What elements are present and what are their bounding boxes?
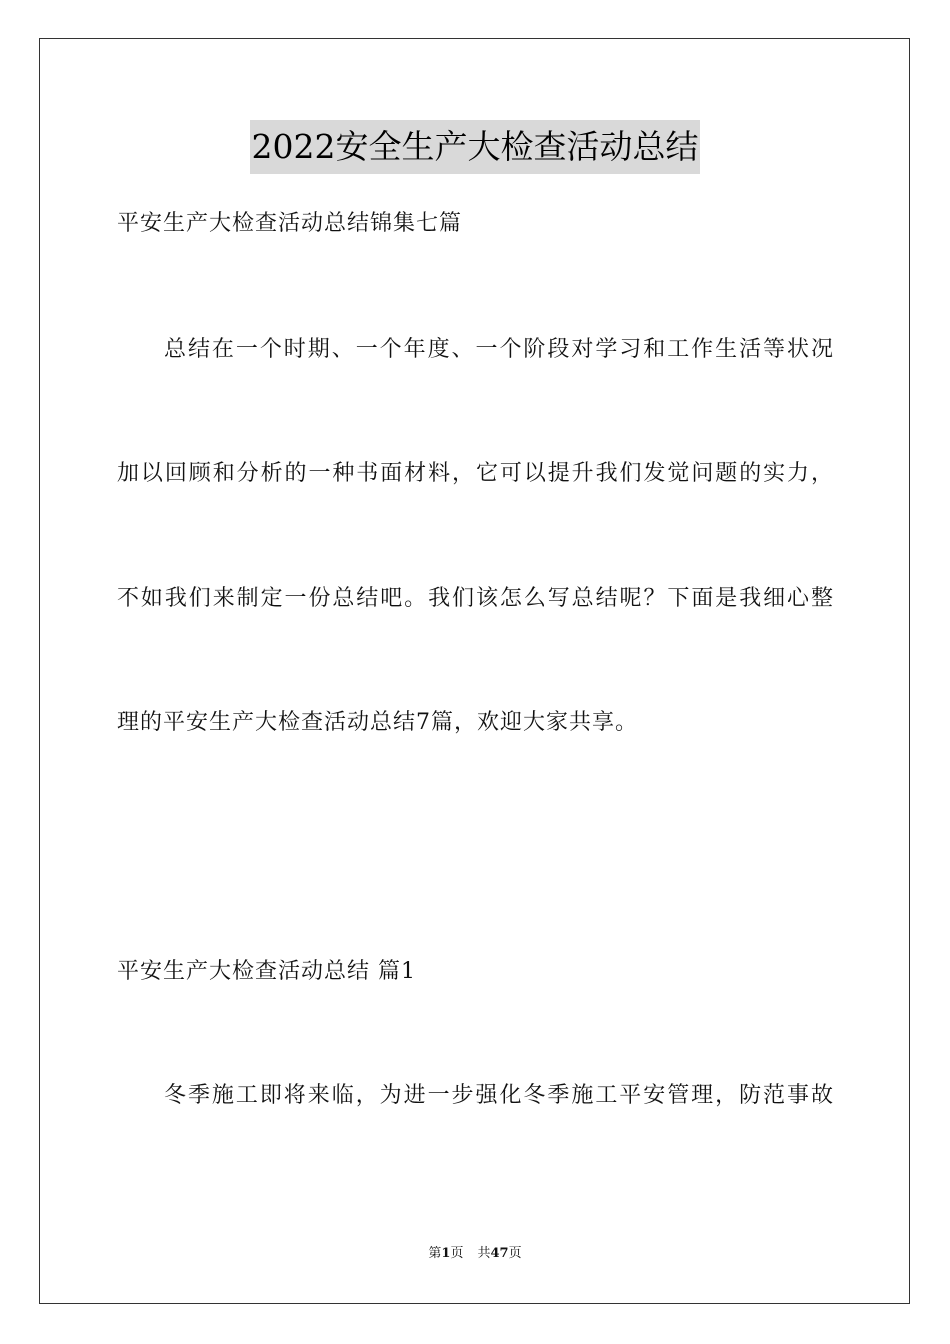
intro-paragraph-line: 不如我们来制定一份总结吧。我们该怎么写总结呢？下面是我细心整 — [117, 586, 833, 611]
total-prefix: 共 — [477, 1246, 491, 1261]
section-heading: 平安生产大检查活动总结 篇1 — [117, 959, 416, 984]
title-container — [0, 120, 950, 174]
total-suffix: 页 — [508, 1246, 522, 1261]
page-footer — [0, 1244, 950, 1264]
section-paragraph-line: 冬季施工即将来临，为进一步强化冬季施工平安管理，防范事故 — [164, 1083, 833, 1108]
page-suffix: 页 — [450, 1246, 464, 1261]
page-number: 1 — [441, 1246, 451, 1261]
total-pages: 47 — [490, 1246, 509, 1261]
document-subtitle: 平安生产大检查活动总结锦集七篇 — [117, 211, 463, 236]
intro-paragraph-line: 加以回顾和分析的一种书面材料，它可以提升我们发觉问题的实力， — [117, 461, 833, 486]
page-prefix: 第 — [428, 1246, 442, 1261]
intro-paragraph-line: 总结在一个时期、一个年度、一个阶段对学习和工作生活等状况 — [164, 337, 833, 362]
intro-paragraph-line: 理的平安生产大检查活动总结7篇，欢迎大家共享。 — [117, 710, 638, 735]
document-title: 2022安全生产大检查活动总结 — [250, 120, 701, 174]
